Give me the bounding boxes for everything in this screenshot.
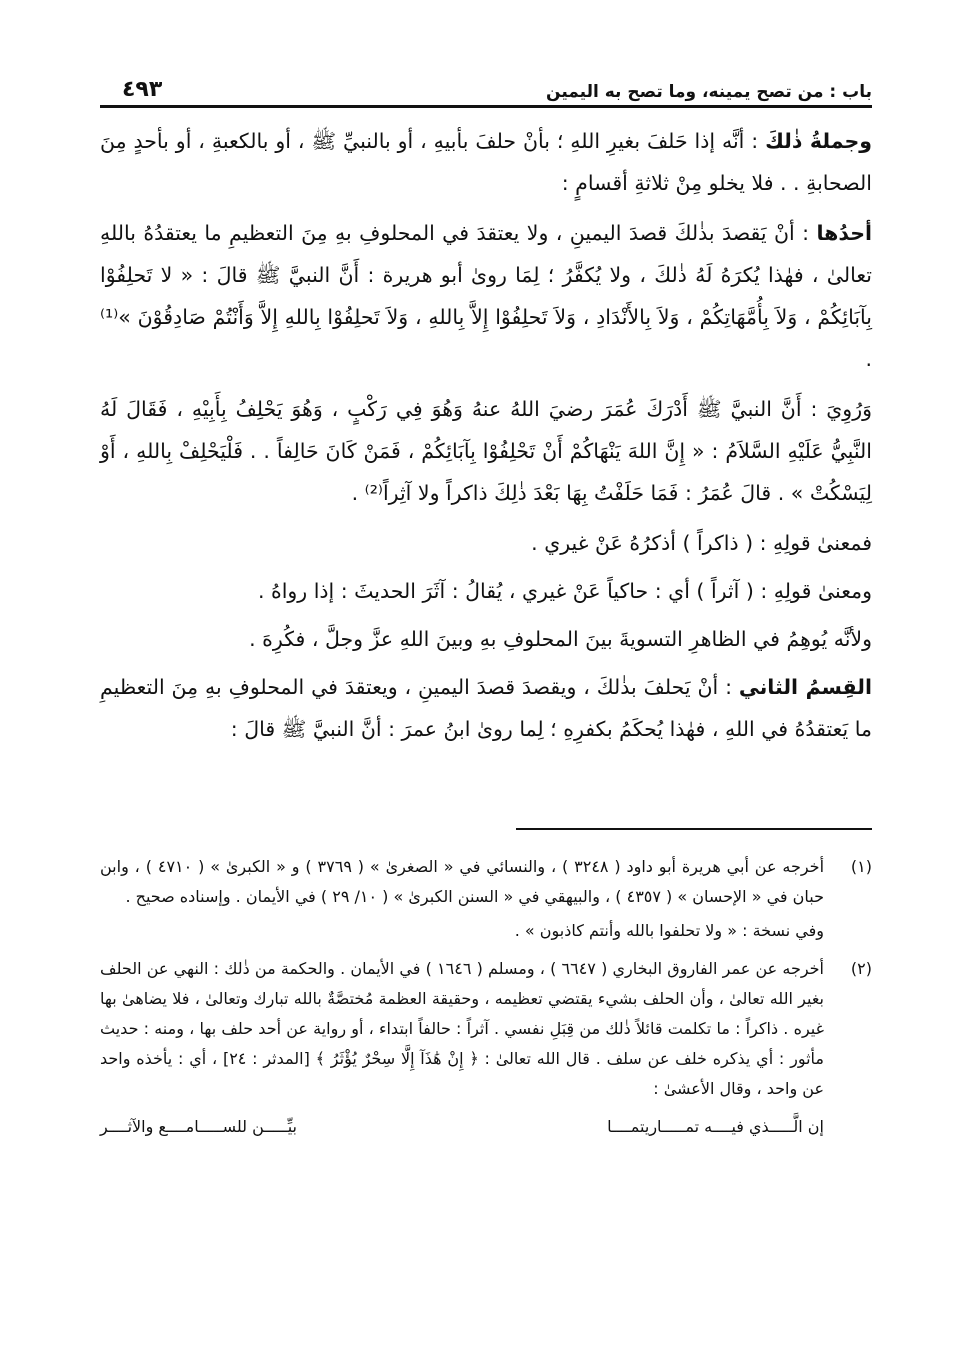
poetry-verse (100, 1112, 872, 1142)
running-title: باب : من تصح يمينه، وما تصح به اليمين (546, 82, 872, 102)
verse-first-hemistich: إن الَّـــــذي فيــــه تمـــــاريتمــــا (607, 1117, 824, 1136)
paragraph-2-lead: أحدُها (816, 221, 872, 245)
paragraph-1-lead: وجملةُ ذٰلكَ (765, 129, 872, 153)
paragraph-1 (100, 120, 872, 204)
paragraph-2-text: : أنْ يَقصدَ بذٰلكَ قصدَ اليمينِ ، ولا يعتقدَ في المحلوفِ بهِ مِنَ التعظيمِ ما يعتقدُهُ باللهِ تعالىٰ ، فهٰذا يُكرَهُ لَهُ ذٰلكَ ، ولا يُكفَّرُ ؛ لِمَا روىٰ أبو هريرة : أَنَّ النبيَّ ﷺ قالَ : « لا تَحلِفُوْا بِآبَائِكُمْ ، وَلاَ بِأُمَّهَاتِكُمْ ، وَلاَ بِالأَنْدَادِ ، وَلاَ تَحلِفُوْا إِلاَّ بِاللهِ ، وَلاَ تَحلِفُوْا بِاللهِ إِلاَّ وَأَنْتُمْ صَادِقُوْنَ »⁽¹⁾ . (100, 221, 872, 371)
footnote-2 (100, 954, 872, 1104)
footnote-1-note: وفي نسخة : « ولا تحلفوا بالله وأنتم كاذبون » . (514, 921, 824, 940)
footnote-1-body (100, 852, 824, 946)
page-number: ٤٩٣ (122, 77, 163, 102)
footnote-1 (100, 852, 872, 946)
paragraph-1-text: : أنَّه إذا حَلفَ بغيرِ اللهِ ؛ بأنْ حلفَ بأبيهِ ، أو بالنبيِّ ﷺ ، أو بالكعبةِ ، أو بأحدٍ مِنَ الصحابةِ . . فلا يخلو مِنْ ثلاثةِ أقسامٍ : (100, 129, 872, 195)
footnote-2-body (100, 954, 824, 1104)
footnotes (100, 852, 872, 1142)
paragraph-2 (100, 212, 872, 380)
verse-second-hemistich: بيِّـــــن للســـــامــــع والآثــــر (100, 1117, 297, 1136)
paragraph-7-lead: القِسمُ الثاني (738, 675, 872, 699)
footnote-1-number: (١) (850, 857, 872, 876)
paragraph-4: فمعنىٰ قولِهِ : ( ذاكراً ) أذكرُهُ عَنْ غيري . (531, 531, 872, 555)
paragraph-7-text: : أنْ يَحلفَ بذٰلكَ ، ويقصدَ قصدَ اليمينِ ، ويعتقدَ في المحلوفِ بهِ مِنَ التعظيمِ ما يَعتقدُهُ في اللهِ ، فهٰذا يُحكَمُ بكفرِهِ ؛ لِما روىٰ ابنُ عمرَ : أنَّ النبيَّ ﷺ قالَ : (100, 675, 872, 741)
footnote-1-text: أخرجه عن أبي هريرة أبو داود ( ٣٢٤٨ ) ، والنسائي في « الصغرىٰ » ( ٣٧٦٩ ) و « الكبرىٰ » ( ٤٧١٠ ) ، وابن حبان في « الإحسان » ( ٤٣٥٧ ) ، والبيهقي في « السنن الكبرىٰ » ( ١٠/ ٢٩ ) في الأيمان . وإسناده صحيح . (100, 857, 825, 906)
header-rule (100, 105, 872, 108)
page-header (100, 60, 872, 108)
footnote-separator (516, 828, 872, 830)
paragraph-6: ولأنَّه يُوهِمُ في الظاهرِ التسويةَ بينَ المحلوفِ بهِ وبينَ اللهِ عزَّ وجلَّ ، فكُرِهَ . (249, 627, 872, 651)
footnote-2-number: (٢) (850, 959, 872, 978)
paragraph-3: وَرُوِيَ : أَنَّ النبيَّ ﷺ أَدْرَكَ عُمَرَ رضيَ اللهُ عنهُ وَهُوَ فِي رَكْبٍ ، وَهُوَ يَحْلِفُ بِأَبِيْهِ ، فَقَالَ لَهُ النَّبِيُّ عَلَيْهِ السَّلاَمُ : « إِنَّ اللهَ يَنْهَاكُمْ أَنْ تَحْلِفُوْا بِآبَائِكُمْ ، فَمَنْ كَانَ حَالِفاً . . فَلْيَحْلِفْ بِاللهِ ، أَوْ لِيَسْكُتْ » . قالَ عُمَرُ : فَمَا حَلَفْتُ بِهَا بَعْدَ ذٰلِكَ ذاكراً ولا آثِراً⁽²⁾ . (100, 397, 872, 505)
main-text (100, 120, 872, 758)
footnote-2-text: أخرجه عن عمر الفاروق البخاري ( ٦٦٤٧ ) ، ومسلم ( ١٦٤٦ ) في الأيمان . والحكمة من ذٰلك : النهي عن الحلف بغير الله تعالىٰ ، وأن الحلف بشيء يقتضي تعظيمه ، وحقيقة العظمة مُختصَّةٌ بالله تبارك وتعالىٰ ، فلا يضاهىٰ بها غيره . ذاكراً : ما تكلمت قائلاً ذٰلك من قِبَلِ نفسي . آثراً : حالفاً ابتداء ، أو رواية عن أحد حلف بها ، ومنه : حديث مأثور : أي يذكره خلف عن سلف . قال الله تعالىٰ : ﴿ إِنْ هَٰذَآ إِلَّا سِحْرٌ يُؤْثَرُ ﴾ [المدثر : ٢٤] ، أي : يأخذه واحد عن واحد ، وقال الأعشىٰ : (100, 959, 825, 1098)
paragraph-5: ومعنىٰ قولِهِ : ( آثراً ) أي : حاكياً عَنْ غيري ، يُقالُ : آثَرَ الحديثَ : إذا رواهُ . (257, 579, 872, 603)
paragraph-7 (100, 666, 872, 750)
